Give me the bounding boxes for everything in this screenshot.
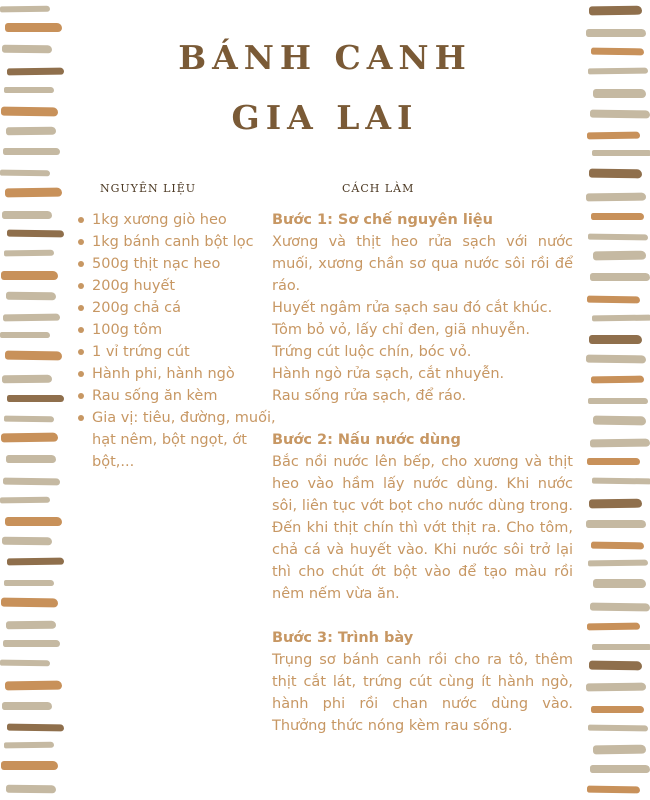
ingredient-item: 200g huyết bbox=[92, 275, 282, 297]
brush-stripe bbox=[5, 23, 62, 32]
brush-stripe bbox=[591, 542, 644, 550]
ingredient-item: 1kg bánh canh bột lọc bbox=[92, 231, 282, 253]
brush-stripe bbox=[586, 683, 646, 692]
brush-stripe bbox=[0, 332, 50, 338]
brush-stripe bbox=[591, 376, 644, 384]
method-heading: CÁCH LÀM bbox=[342, 182, 415, 195]
brush-stripe bbox=[6, 455, 56, 463]
left-stripe-border bbox=[0, 0, 64, 800]
ingredients-heading: NGUYÊN LIỆU bbox=[100, 182, 197, 195]
ingredient-item: Gia vị: tiêu, đường, muối, hạt nêm, bột ngọt, ớt bột,... bbox=[92, 407, 282, 473]
brush-stripe bbox=[589, 661, 642, 671]
brush-stripe bbox=[590, 439, 650, 448]
brush-stripe bbox=[2, 537, 52, 546]
brush-stripe bbox=[588, 68, 648, 75]
title-line-1: BÁNH CANH bbox=[178, 38, 472, 77]
brush-stripe bbox=[7, 68, 64, 76]
right-stripe-border bbox=[586, 0, 650, 800]
brush-stripe bbox=[589, 335, 642, 344]
step-1-line: Hành ngò rửa sạch, cắt nhuyễn. bbox=[272, 366, 505, 382]
brush-stripe bbox=[7, 395, 64, 402]
brush-stripe bbox=[4, 87, 54, 93]
brush-stripe bbox=[1, 433, 58, 443]
brush-stripe bbox=[586, 520, 646, 528]
brush-stripe bbox=[5, 351, 62, 361]
brush-stripe bbox=[7, 724, 64, 732]
step-3-title: Bước 3: Trình bày bbox=[272, 630, 414, 646]
brush-stripe bbox=[4, 742, 54, 749]
ingredient-item: 1kg xương giò heo bbox=[92, 209, 282, 231]
brush-stripe bbox=[590, 603, 650, 612]
brush-stripe bbox=[593, 251, 646, 261]
ingredient-item: 100g tôm bbox=[92, 319, 282, 341]
brush-stripe bbox=[4, 250, 54, 257]
brush-stripe bbox=[3, 478, 60, 486]
brush-stripe bbox=[592, 478, 650, 485]
step-2-title: Bước 2: Nấu nước dùng bbox=[272, 432, 461, 448]
brush-stripe bbox=[590, 273, 650, 281]
step-1-line: Huyết ngâm rửa sạch sau đó cắt khúc. bbox=[272, 300, 553, 316]
step-3-text: Trụng sơ bánh canh rồi cho ra tô, thêm thịt cắt lát, trứng cút cùng ít hành ngò, hành phi rồi chan nước dùng vào. Thưởng thức nóng kèm rau sống. bbox=[272, 652, 573, 734]
ingredient-item: Rau sống ăn kèm bbox=[92, 385, 282, 407]
brush-stripe bbox=[586, 193, 646, 202]
step-1-line: Tôm bỏ vỏ, lấy chỉ đen, giã nhuyễn. bbox=[272, 322, 530, 338]
ingredients-list bbox=[76, 209, 282, 473]
brush-stripe bbox=[5, 681, 62, 691]
brush-stripe bbox=[3, 148, 60, 155]
brush-stripe bbox=[2, 45, 52, 54]
step-1-title: Bước 1: Sơ chế nguyên liệu bbox=[272, 212, 493, 228]
brush-stripe bbox=[3, 314, 60, 322]
ingredient-item: 200g chả cá bbox=[92, 297, 282, 319]
brush-stripe bbox=[1, 598, 58, 608]
brush-stripe bbox=[0, 660, 50, 667]
brush-stripe bbox=[0, 170, 50, 177]
brush-stripe bbox=[0, 6, 50, 13]
brush-stripe bbox=[590, 765, 650, 773]
recipe-title bbox=[66, 28, 584, 148]
brush-stripe bbox=[587, 296, 640, 304]
brush-stripe bbox=[589, 6, 642, 16]
brush-stripe bbox=[591, 213, 644, 220]
step-2-text: Bắc nồi nước lên bếp, cho xương và thịt heo vào hầm lấy nước dùng. Khi nước sôi, liên tục vớt bọt cho nước dùng trong. Đến khi thịt chín thì vớt thịt ra. Cho tôm, chả cá và huyết vào. Khi nước sôi trở lại thì cho chút ớt bột vào để tạo màu rồi nêm nếm vừa ăn. bbox=[272, 454, 573, 602]
brush-stripe bbox=[7, 230, 64, 238]
brush-stripe bbox=[589, 499, 642, 509]
brush-stripe bbox=[590, 110, 650, 119]
brush-stripe bbox=[5, 517, 62, 526]
brush-stripe bbox=[0, 497, 50, 504]
brush-stripe bbox=[2, 702, 52, 710]
brush-stripe bbox=[587, 623, 640, 631]
brush-stripe bbox=[588, 725, 648, 732]
brush-stripe bbox=[2, 211, 52, 219]
brush-stripe bbox=[586, 29, 646, 37]
brush-stripe bbox=[593, 89, 646, 98]
brush-stripe bbox=[588, 560, 648, 567]
method-section bbox=[272, 209, 573, 737]
brush-stripe bbox=[591, 48, 644, 56]
brush-stripe bbox=[1, 271, 58, 280]
brush-stripe bbox=[6, 127, 56, 136]
brush-stripe bbox=[587, 132, 640, 140]
ingredient-item: Hành phi, hành ngò bbox=[92, 363, 282, 385]
ingredient-item: 1 vỉ trứng cút bbox=[92, 341, 282, 363]
step-1-line: Trứng cút luộc chín, bóc vỏ. bbox=[272, 344, 472, 360]
brush-stripe bbox=[3, 640, 60, 647]
brush-stripe bbox=[592, 644, 650, 650]
brush-stripe bbox=[587, 458, 640, 465]
brush-stripe bbox=[4, 416, 54, 423]
brush-stripe bbox=[592, 150, 650, 156]
brush-stripe bbox=[1, 107, 58, 117]
brush-stripe bbox=[589, 169, 642, 179]
brush-stripe bbox=[591, 706, 644, 713]
step-1-line: Rau sống rửa sạch, để ráo. bbox=[272, 388, 467, 404]
brush-stripe bbox=[6, 785, 56, 794]
brush-stripe bbox=[586, 355, 646, 364]
brush-stripe bbox=[588, 398, 648, 404]
brush-stripe bbox=[593, 579, 646, 588]
step-1-line: Xương và thịt heo rửa sạch với nước muối, xương chần sơ qua nước sôi rồi để ráo. bbox=[272, 234, 573, 294]
brush-stripe bbox=[588, 234, 648, 241]
ingredient-item: 500g thịt nạc heo bbox=[92, 253, 282, 275]
brush-stripe bbox=[5, 188, 62, 198]
brush-stripe bbox=[7, 558, 64, 566]
brush-stripe bbox=[587, 786, 640, 794]
brush-stripe bbox=[593, 416, 646, 426]
brush-stripe bbox=[6, 292, 56, 301]
brush-stripe bbox=[2, 375, 52, 384]
brush-stripe bbox=[593, 745, 646, 755]
brush-stripe bbox=[6, 621, 56, 630]
title-line-2: GIA LAI bbox=[231, 98, 419, 137]
brush-stripe bbox=[4, 580, 54, 586]
brush-stripe bbox=[592, 315, 650, 322]
brush-stripe bbox=[1, 761, 58, 770]
